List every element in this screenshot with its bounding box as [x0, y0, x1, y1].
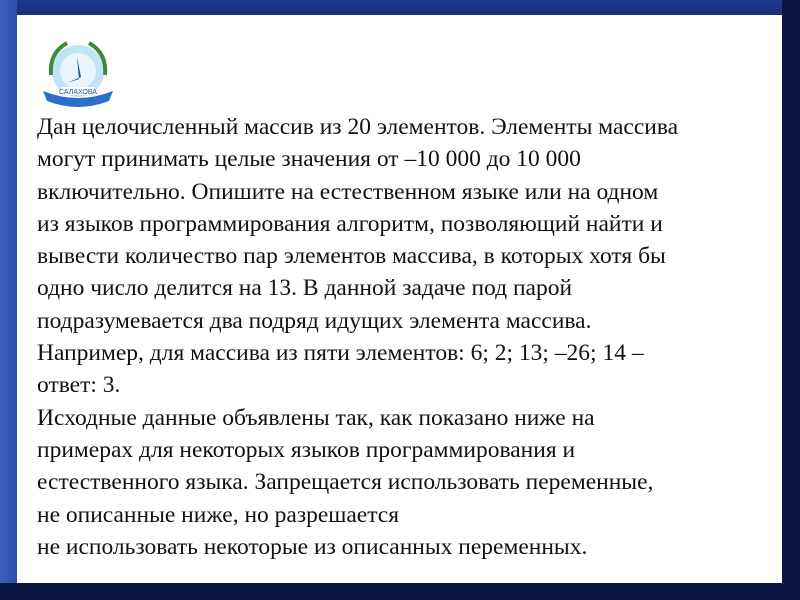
text-line: Дан целочисленный массив из 20 элементов. Элементы массива: [37, 114, 679, 140]
task-text: [37, 111, 777, 563]
text-line: одно число делится на 13. В данной задаче под парой: [37, 275, 573, 302]
slide-frame-top: [0, 0, 800, 15]
text-line: Например, для массива из пяти элементов: 6; 2; 13; –26; 14 –: [37, 340, 644, 367]
text-line: не использовать некоторые из описанных переменных.: [37, 533, 588, 560]
text-line: вывести количество пар элементов массива, в которых хотя бы: [37, 243, 666, 270]
text-line: не описанные ниже, но разрешается: [37, 501, 400, 528]
svg-text:САЛАХОВА: САЛАХОВА: [59, 89, 97, 96]
text-line: ответ: 3.: [37, 372, 121, 399]
text-line: из языков программирования алгоритм, позволяющий найти и: [37, 210, 663, 237]
text-line: подразумевается два подряд идущих элемента массива.: [37, 307, 592, 334]
text-line: Исходные данные объявлены так, как показано ниже на: [37, 404, 595, 431]
slide-frame-bottom: [0, 583, 800, 600]
slide-frame-left: [0, 0, 17, 600]
text-line: могут принимать целые значения от –10 000 до 10 000: [37, 146, 581, 173]
text-line: примерах для некоторых языков программирования и: [37, 436, 576, 463]
text-line: включительно. Опишите на естественном языке или на одном: [37, 178, 659, 205]
slide-frame-right: [782, 0, 800, 600]
text-line: естественного языка. Запрещается использовать переменные,: [37, 469, 654, 496]
school-logo: [37, 35, 119, 115]
slide-page: [17, 15, 782, 583]
